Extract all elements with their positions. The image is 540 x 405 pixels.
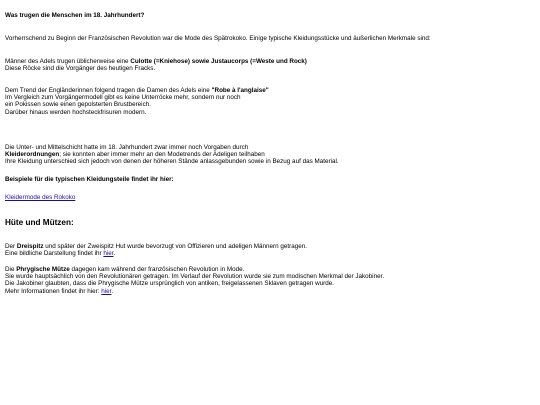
- dreispitz-bold-text: Dreispitz: [16, 243, 44, 250]
- phrygisch-line-3: Die Jakobiner glaubten, dass die Phrygische Mütze ursprünglich von antiken, freigelassenen Sklaven getragen wurde.: [5, 280, 335, 288]
- phrygisch-line-4-text: Mehr Informationen findet ihr hier:: [5, 287, 102, 295]
- phrygisch-prefix: Die: [5, 266, 17, 273]
- dreispitz-line-2: [5, 250, 307, 257]
- lower-class-paragraph: [5, 144, 339, 166]
- phrygisch-text: dagegen kam während der französischen Revolution in Mode.: [69, 266, 245, 273]
- dreispitz-prefix: Der: [5, 243, 17, 250]
- dreispitz-text: und später der Zweispitz Hut wurde bevorzugt von Offizieren und adeligen Männern getragen.: [43, 243, 307, 250]
- dreispitz-line-1: [5, 243, 307, 250]
- examples-heading: Beispiele für die typischen Kleidungsteile findet ihr hier:: [5, 176, 174, 183]
- phrygisch-line-2: Sie wurde hauptsächlich von den Revolutionären getragen. Im Verlauf der Revolution wurde sie zum modischen Merkmal der Jakobiner.: [5, 273, 385, 281]
- dreispitz-paragraph: [5, 243, 307, 257]
- phrygisch-line-4: [5, 288, 384, 295]
- lower-line-3: Ihre Kleidung unterschied sich jedoch von denen der höheren Stände anlassgebunden sowie in Bezug auf das Material.: [5, 158, 339, 166]
- lower-line-1: Die Unter- und Mittelschicht hatte im 18. Jahrhundert zwar immer noch Vorgaben durch: [5, 144, 249, 151]
- hats-heading: Hüte und Mützen:: [5, 218, 74, 227]
- page-title: Was trugen die Menschen im 18. Jahrhundert?: [5, 12, 145, 19]
- intro-text: Vorherrschend zu Beginn der Französischen Revolution war die Mode des Spätrokoko. Einige typische Kleidungsstücke und äußerlichen Merkmale sind:: [5, 35, 431, 42]
- kleiderordnungen-bold-text: Kleiderordnungen: [5, 151, 60, 159]
- phrygisch-bold-text: Phrygische Mütze: [16, 266, 70, 273]
- women-line-2: Im Vergleich zum Vorgängermodell gibt es keine Unterröcke mehr, sondern nur noch: [5, 94, 241, 102]
- women-line-3: ein Pokissen sowie einen gepolsterten Brustbereich.: [5, 101, 151, 109]
- men-line-2: Diese Röcke sind die Vorgänger des heutigen Fracks.: [5, 65, 156, 73]
- women-text: Dem Trend der Engländerinnen folgend tragen die Damen des Adels eine: [5, 87, 212, 94]
- phrygisch-hier-link[interactable]: hier: [101, 287, 112, 295]
- women-line-4: Darüber hinaus werden hochsteckfrisuren modern.: [5, 108, 147, 116]
- lower-line-2-text: ; sie konnten aber immer mehr an den Modetrends der Adeligen teilhaben: [59, 151, 265, 159]
- dreispitz-line-2-text: Eine bildliche Darstellung findet ihr: [5, 250, 104, 258]
- men-line-1: [5, 58, 307, 65]
- phrygisch-paragraph: [5, 266, 384, 295]
- men-paragraph: [5, 58, 307, 72]
- women-bold-text: "Robe à l'anglaise": [211, 87, 269, 94]
- phrygisch-line-4-suffix: .: [111, 287, 114, 295]
- examples-link-row: [5, 194, 75, 201]
- dreispitz-line-2-suffix: .: [113, 250, 116, 258]
- phrygisch-line-1: [5, 266, 384, 273]
- men-text: Männer des Adels trugen üblicherweise eine: [5, 58, 131, 65]
- lower-line-2: [5, 151, 339, 158]
- kleidermode-rokoko-link[interactable]: Kleidermode des Rokoko: [5, 194, 76, 201]
- women-paragraph: [5, 87, 269, 116]
- men-bold-text: Culotte (=Kniehose) sowie Justaucorps (=Weste und Rock): [130, 58, 307, 65]
- dreispitz-hier-link[interactable]: hier: [103, 250, 114, 258]
- women-line-1: [5, 87, 269, 94]
